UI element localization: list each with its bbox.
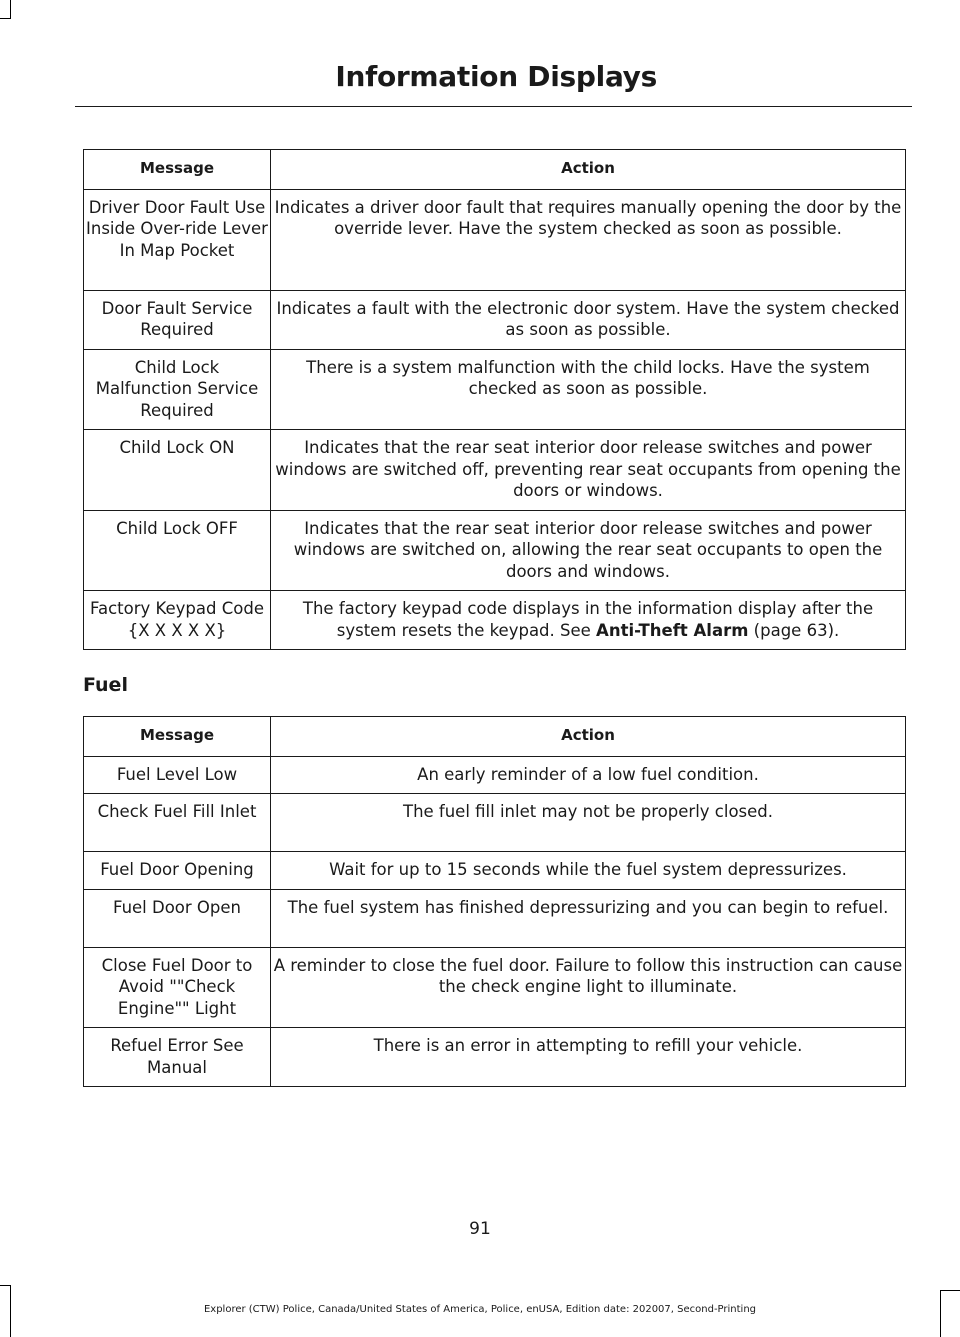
message-cell: Close Fuel Door to Avoid ""Check Engine"" Light (84, 947, 271, 1028)
message-cell: Fuel Door Opening (84, 852, 271, 890)
action-cell: The fuel system has finished depressurizing and you can begin to refuel. (271, 889, 906, 947)
fuel-messages-table (83, 716, 906, 1087)
crop-mark (940, 1290, 960, 1291)
table-row (84, 889, 906, 947)
crop-mark (10, 0, 11, 18)
action-cell: An early reminder of a low fuel condition. (271, 756, 906, 794)
column-header-action: Action (271, 150, 906, 190)
message-cell: Child Lock ON (84, 430, 271, 511)
cross-reference-link[interactable]: Anti-Theft Alarm (596, 620, 749, 640)
table-header-row (84, 150, 906, 190)
table-row (84, 1028, 906, 1087)
table-row (84, 349, 906, 430)
action-cell (271, 591, 906, 650)
action-cell: There is an error in attempting to refill your vehicle. (271, 1028, 906, 1087)
message-cell: Door Fault Service Required (84, 290, 271, 349)
table-header-row (84, 717, 906, 757)
action-cell: Indicates a driver door fault that requires manually opening the door by the override lever. Have the system checked as soon as possible. (271, 189, 906, 290)
page-title: Information Displays (335, 60, 657, 93)
action-cell: A reminder to close the fuel door. Failure to follow this instruction can cause the check engine light to illuminate. (271, 947, 906, 1028)
message-cell: Fuel Level Low (84, 756, 271, 794)
action-cell: Indicates that the rear seat interior door release switches and power windows are switched off, preventing rear seat occupants from opening the doors or windows. (271, 430, 906, 511)
messages-table (83, 149, 906, 650)
message-cell: Check Fuel Fill Inlet (84, 794, 271, 852)
page-reference: (page 63). (748, 620, 840, 640)
column-header-message: Message (84, 717, 271, 757)
table-row (84, 947, 906, 1028)
crop-mark (0, 1285, 11, 1286)
message-cell: Driver Door Fault Use Inside Over-ride Lever In Map Pocket (84, 189, 271, 290)
table-row (84, 794, 906, 852)
table-row (84, 756, 906, 794)
action-cell: The fuel fill inlet may not be properly closed. (271, 794, 906, 852)
action-cell: Wait for up to 15 seconds while the fuel system depressurizes. (271, 852, 906, 890)
action-cell: There is a system malfunction with the child locks. Have the system checked as soon as possible. (271, 349, 906, 430)
table-row (84, 591, 906, 650)
table-row (84, 189, 906, 290)
message-cell: Refuel Error See Manual (84, 1028, 271, 1087)
crop-mark (0, 18, 11, 19)
message-cell: Fuel Door Open (84, 889, 271, 947)
action-text: The factory keypad code displays in the information display after the system resets the keypad. See (302, 599, 874, 640)
table-row (84, 430, 906, 511)
title-divider (75, 106, 912, 107)
message-cell: Child Lock Malfunction Service Required (84, 349, 271, 430)
footer-edition-info: Explorer (CTW) Police, Canada/United States of America, Police, enUSA, Edition date: 202007, Second-Printing (203, 1304, 757, 1315)
action-cell: Indicates that the rear seat interior door release switches and power windows are switched on, allowing the rear seat occupants to open the doors and windows. (271, 510, 906, 591)
action-cell: Indicates a fault with the electronic door system. Have the system checked as soon as possible. (271, 290, 906, 349)
table-row (84, 290, 906, 349)
table-row (84, 852, 906, 890)
column-header-message: Message (84, 150, 271, 190)
message-cell: Child Lock OFF (84, 510, 271, 591)
column-header-action: Action (271, 717, 906, 757)
message-cell: Factory Keypad Code {X X X X X} (84, 591, 271, 650)
page-number: 91 (469, 1219, 491, 1239)
table-row (84, 510, 906, 591)
section-heading: Fuel (83, 674, 128, 696)
